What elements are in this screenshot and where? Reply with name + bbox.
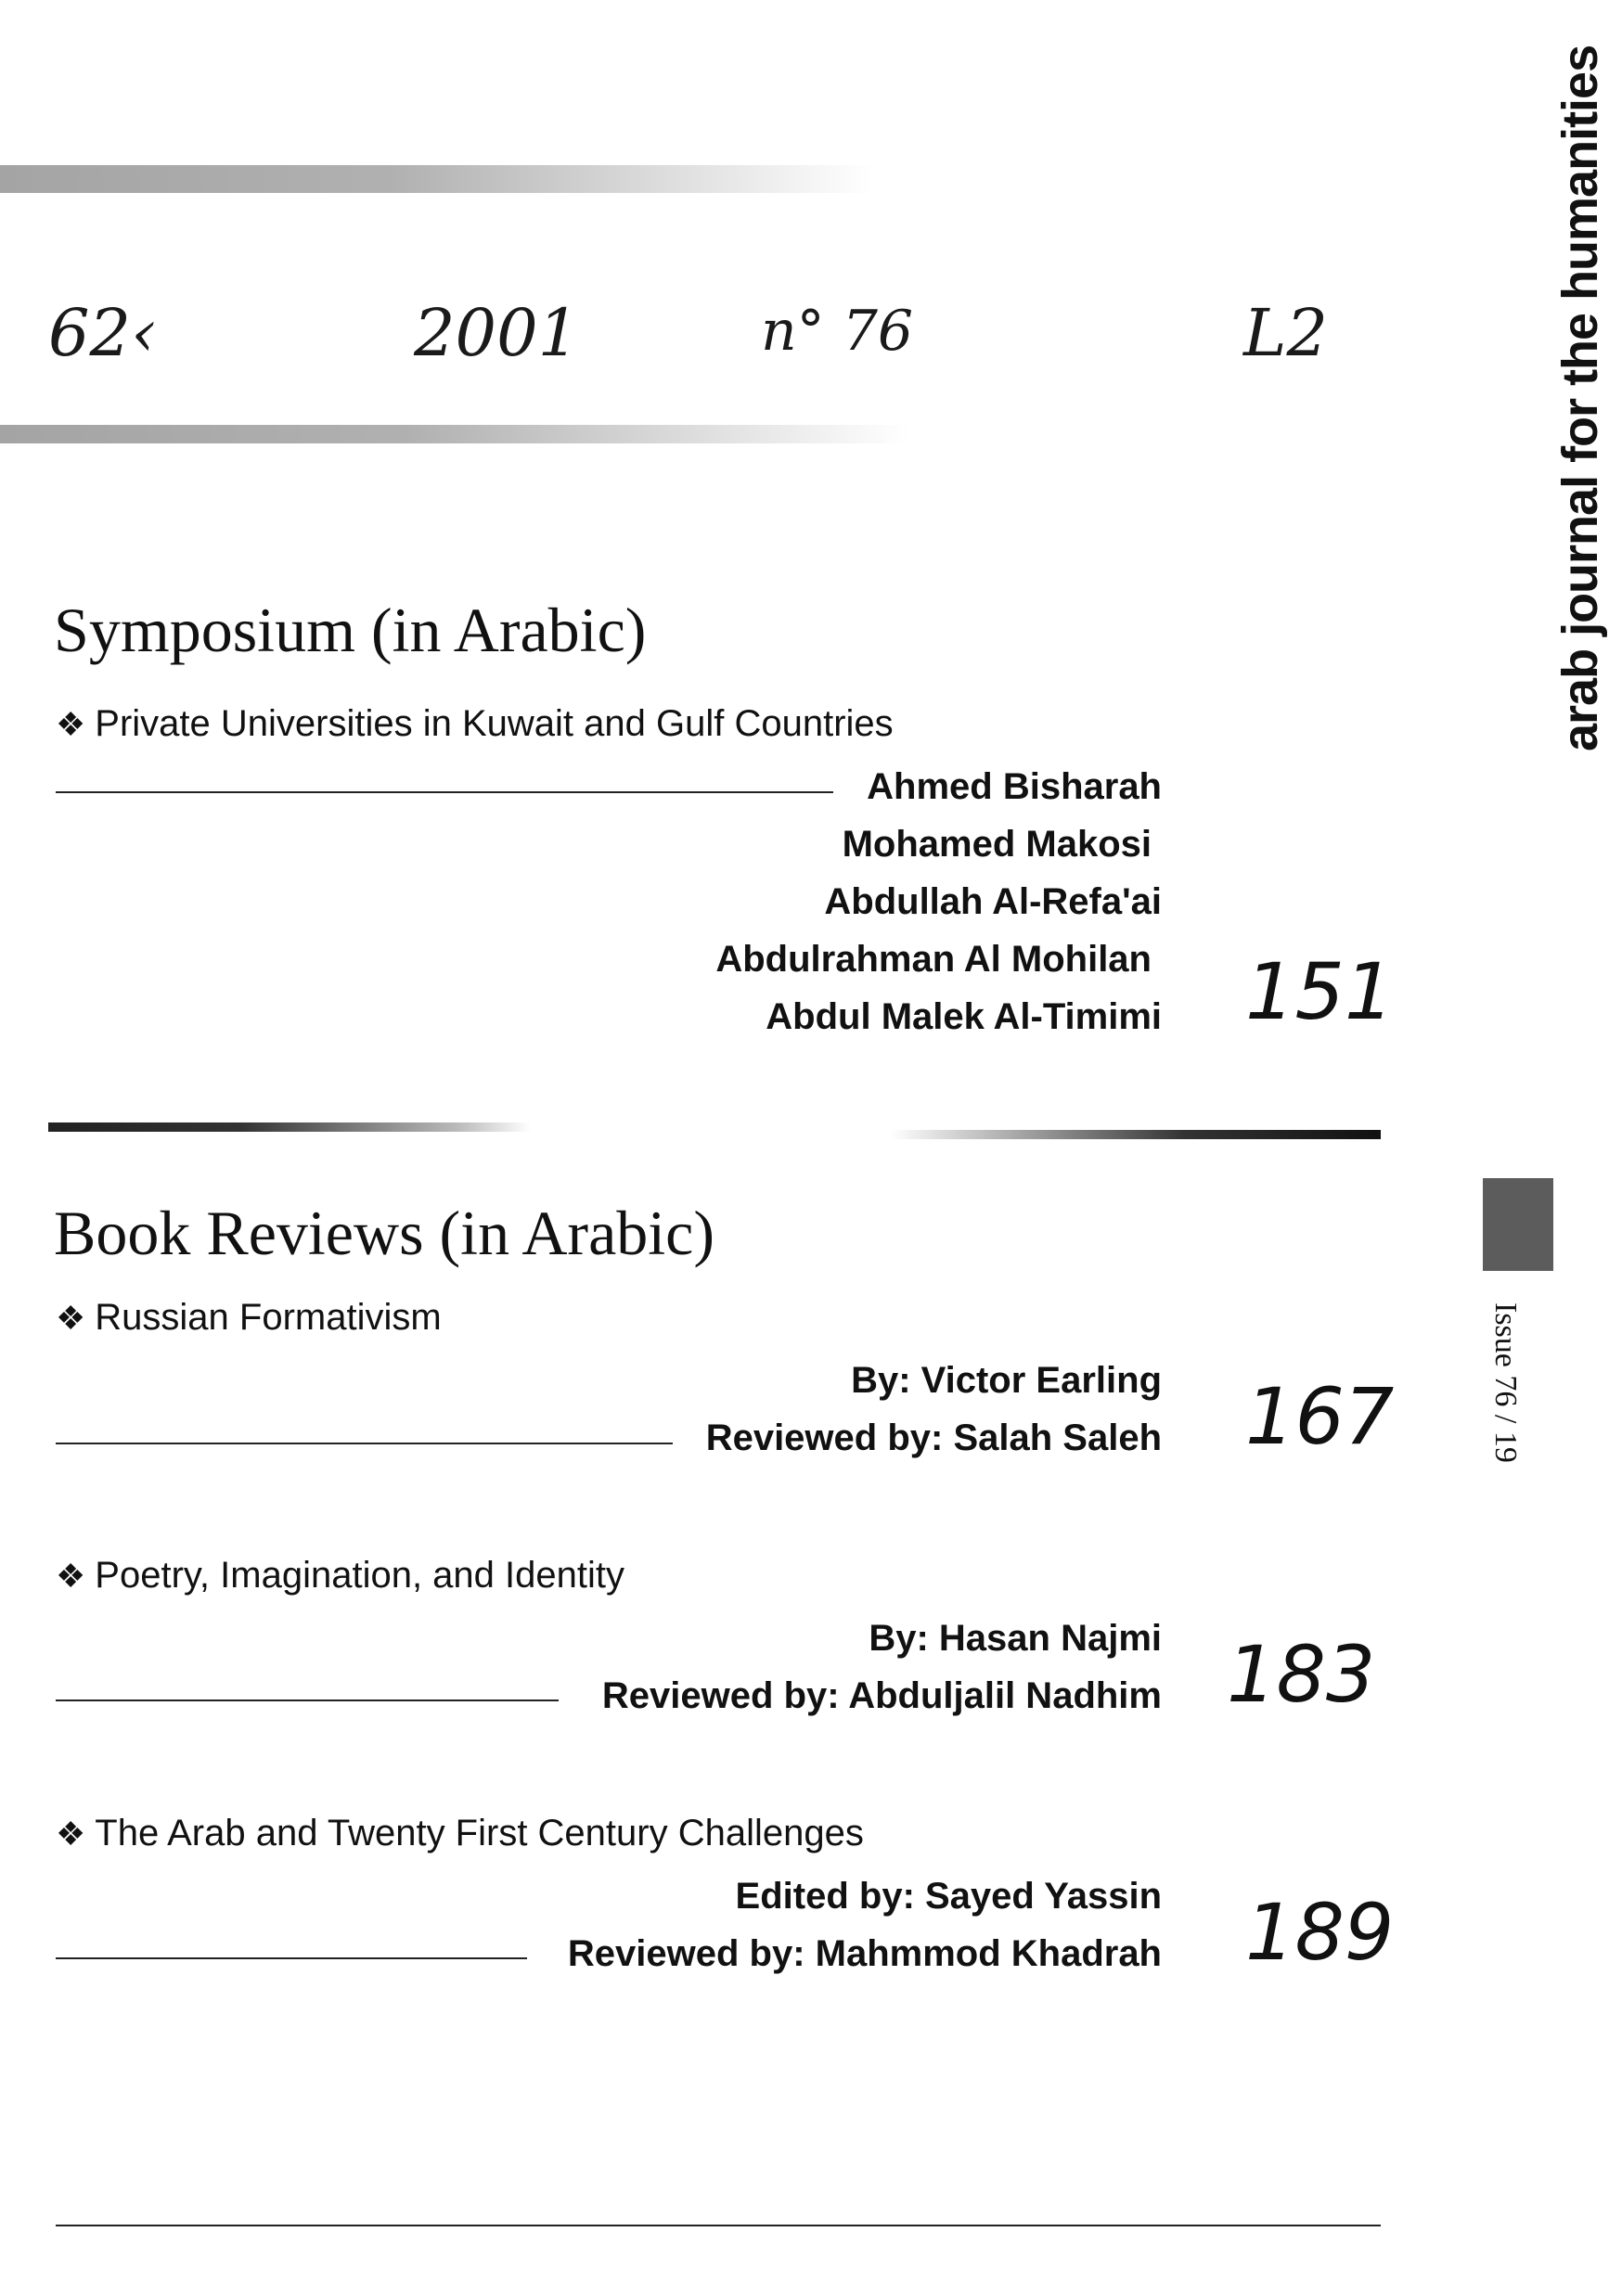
- footer-rule: [56, 2225, 1381, 2226]
- bullet-icon: ❖: [56, 1557, 86, 1595]
- author-name: Abdulrahman Al Mohilan: [715, 939, 1152, 980]
- journal-title-vertical: arab journal for the humanities: [1552, 45, 1608, 751]
- reviewer-name: Reviewed by: Salah Saleh: [705, 1417, 1162, 1458]
- review-entry-title: ❖ The Arab and Twenty First Century Challenges: [56, 1813, 864, 1853]
- leader-line: [56, 791, 833, 793]
- scan-band-bottom: [0, 425, 909, 443]
- review-entry-title: ❖ Poetry, Imagination, and Identity: [56, 1555, 624, 1596]
- author-name: Abdul Malek Al-Timimi: [766, 996, 1162, 1037]
- section-divider-right: [891, 1130, 1381, 1139]
- leader-line: [56, 1700, 559, 1701]
- issue-number: Issue 76 / 19: [1488, 1302, 1523, 1463]
- author-name: Ahmed Bisharah: [867, 766, 1162, 807]
- author-name: Mohamed Makosi: [842, 824, 1152, 865]
- handwritten-note-1: 62‹: [48, 295, 158, 371]
- bullet-icon: ❖: [56, 1299, 86, 1337]
- page-number: 151: [1245, 946, 1395, 1037]
- reviewer-name: Reviewed by: Abduljalil Nadhim: [601, 1675, 1162, 1716]
- handwritten-note-3: n° 76: [761, 299, 914, 364]
- sidebar-block: [1483, 1178, 1553, 1271]
- reviewer-name: Reviewed by: Mahmmod Khadrah: [567, 1933, 1162, 1974]
- review-author: Edited by: Sayed Yassin: [735, 1876, 1162, 1917]
- bullet-icon: ❖: [56, 1815, 86, 1853]
- handwritten-note-4: L2: [1243, 295, 1329, 371]
- review-author: By: Victor Earling: [851, 1360, 1162, 1401]
- page-number: 183: [1227, 1629, 1376, 1720]
- leader-line: [56, 1957, 527, 1959]
- symposium-item-title: Private Universities in Kuwait and Gulf Countries: [95, 703, 894, 744]
- handwritten-note-2: 2001: [414, 295, 580, 371]
- review-entry-title: ❖ Russian Formativism: [56, 1297, 442, 1338]
- scan-band-top: [0, 165, 872, 193]
- review-author: By: Hasan Najmi: [869, 1618, 1162, 1659]
- symposium-item: [56, 703, 894, 745]
- section-title-book-reviews: Book Reviews (in Arabic): [54, 1198, 714, 1268]
- bullet-icon: ❖: [56, 705, 86, 743]
- section-title-symposium: Symposium (in Arabic): [54, 595, 647, 665]
- page-number: 189: [1245, 1887, 1395, 1978]
- section-divider-left: [48, 1122, 531, 1132]
- leader-line: [56, 1443, 673, 1444]
- author-name: Abdullah Al-Refa'ai: [824, 881, 1162, 922]
- page-number: 167: [1245, 1371, 1395, 1462]
